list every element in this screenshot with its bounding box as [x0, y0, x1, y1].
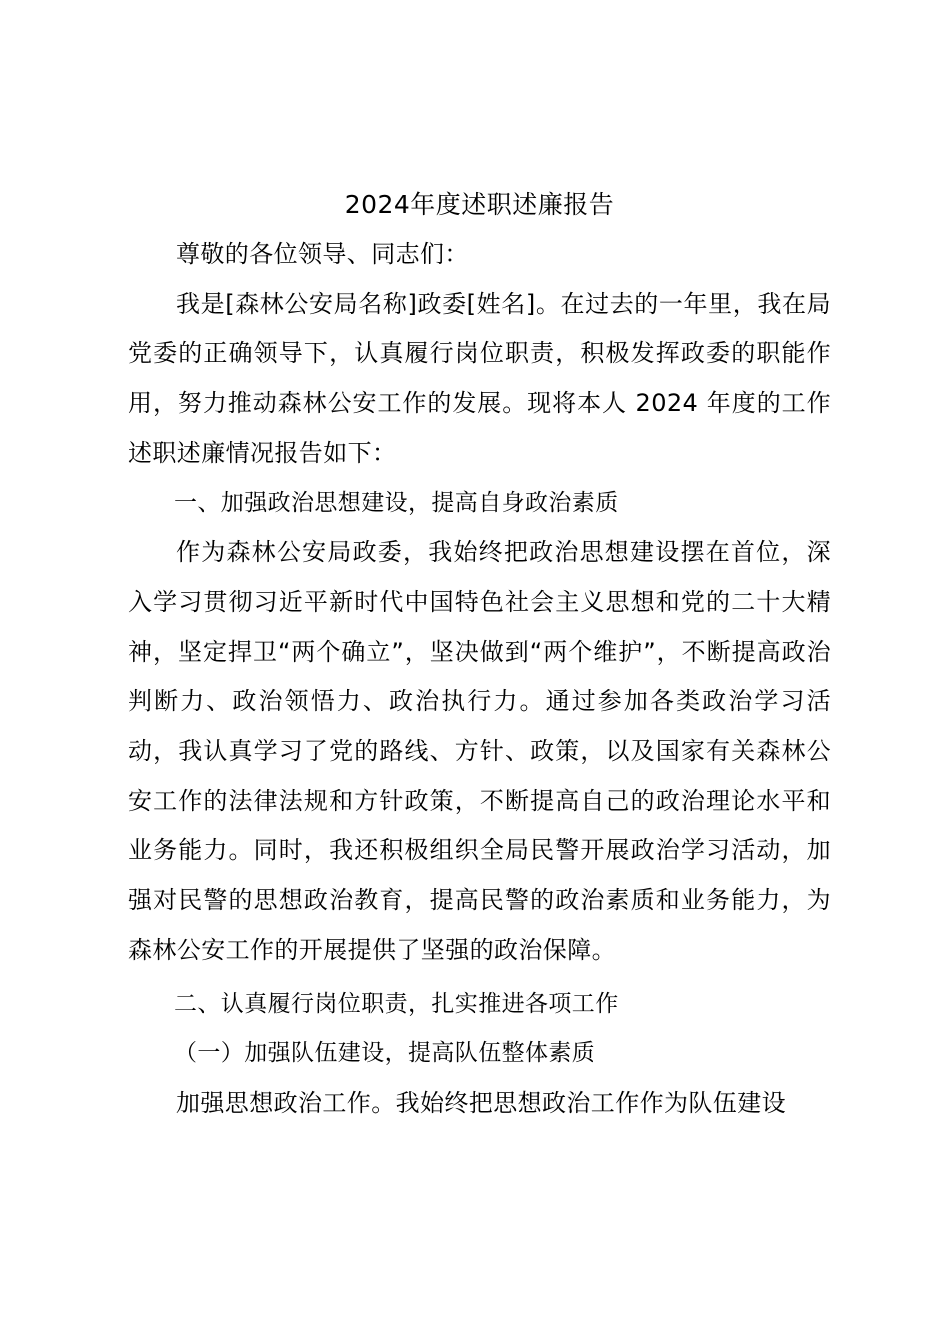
section-heading-one: 一、加强政治思想建设，提高自身政治素质 — [174, 489, 619, 516]
subsection-one-paragraph: 加强思想政治工作。我始终把思想政治工作作为队伍建设 — [176, 1088, 786, 1117]
section-one-paragraph: 作为森林公安局政委，我始终把政治思想建设摆在首位，深入学习贯彻习近平新时代中国特色社会主义思想和党的二十大精神，坚定捍卫“两个确立”，坚决做到“两个维护”，不断提高政治判断力、政治领悟力、政治执行力。通过参加各类政治学习活动，我认真学习了党的路线、方针、政策，以及国家有关森林公安工作的法律法规和方针政策，不断提高自己的政治理论水平和业务能力。同时，我还积极组织全局民警开展政治学习活动，加强对民警的思想政治教育，提高民警的政治素质和业务能力，为森林公安工作的开展提供了坚强的政治保障。 — [128, 538, 831, 964]
intro-paragraph: 我是[森林公安局名称]政委[姓名]。在过去的一年里，我在局党委的正确领导下，认真履行岗位职责，积极发挥政委的职能作用，努力推动森林公安工作的发展。现将本人 2024 年度的工作述职述廉情况报告如下： — [128, 289, 831, 467]
document-page — [128, 180, 831, 1129]
salutation: 尊敬的各位领导、同志们： — [176, 240, 469, 268]
section-heading-two: 二、认真履行岗位职责，扎实推进各项工作 — [174, 990, 619, 1017]
document-title: 2024年度述职述廉报告 — [344, 190, 615, 219]
subsection-heading-one: （一）加强队伍建设，提高队伍整体素质 — [174, 1040, 596, 1067]
